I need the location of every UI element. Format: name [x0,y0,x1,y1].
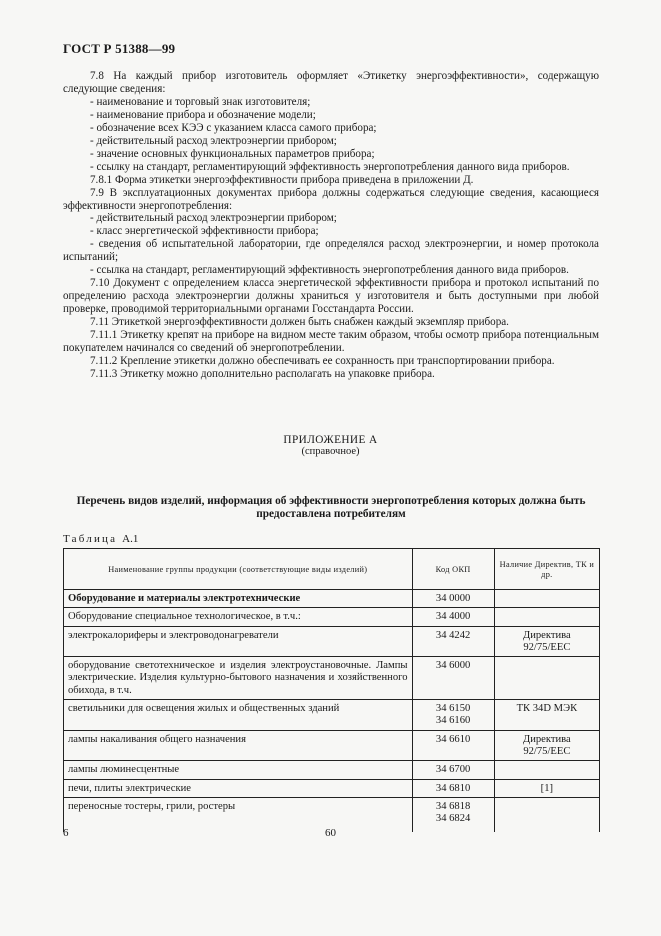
body-paragraph: 7.8 На каждый прибор изготовитель оформляет «Этикетку энергоэффективности», содержащую следующие сведения: [63,70,599,95]
body-paragraph: - значение основных функциональных параметров прибора; [90,147,375,160]
row-okp-code: 34 6818 34 6824 [412,797,494,832]
row-product-name: оборудование светотехническое и изделия электроустановочные. Лампы электрические. Изделия культурно-бытового назначения и хозяйственного обихода, в т.ч. [64,657,413,700]
row-okp-code: 34 4242 [412,626,494,657]
body-paragraph: - ссылку на стандарт, регламентирующий эффективность энергопотребления данного вида приборов. [90,160,570,173]
appendix-subtitle: (справочное) [301,446,360,457]
table-header-row [64,549,600,590]
body-paragraph: 7.8.1 Форма этикетки энергоэффективности прибора приведена в приложении Д. [90,173,474,186]
document-header: ГОСТ Р 51388—99 [63,41,176,56]
appendix-title: ПРИЛОЖЕНИЕ А [283,434,378,446]
body-paragraph: - обозначение всех КЭЭ с указанием класса самого прибора; [90,121,377,134]
row-product-name: Оборудование и материалы электротехнические [64,590,413,608]
row-product-name: светильники для освещения жилых и общественных зданий [64,700,413,731]
body-paragraph: 7.10 Документ с определением класса энергетической эффективности прибора и протокол испытаний по определению расхода электроэнергии должны храниться у изготовителя и быть доступными при любой проверке, проводимой территориальными органами Госстандарта России. [63,277,599,316]
row-okp-code: 34 6150 34 6160 [412,700,494,731]
page-number-center: 60 [325,827,336,839]
row-directive: Директива 92/75/EEC [494,626,599,657]
body-paragraph: 7.9 В эксплуатационных документах прибора должны содержаться следующие сведения, касающиеся эффективности энергопотребления: [63,186,599,212]
table-row [64,608,600,626]
row-product-name: лампы накаливания общего назначения [64,730,413,761]
table-number: А.1 [122,533,139,545]
row-okp-code: 34 6610 [412,730,494,761]
header-directives: Наличие Директив, ТК и др. [494,549,599,590]
body-paragraph: 7.11.3 Этикетку можно дополнительно располагать на упаковке прибора. [90,367,435,380]
page-number-left: 6 [63,827,69,839]
body-text [63,70,599,381]
body-paragraph: - наименование прибора и обозначение модели; [90,108,316,121]
body-paragraph: 7.11.2 Крепление этикетки должно обеспечивать ее сохранность при транспортировании прибора. [90,354,555,367]
body-paragraph: 7.11 Этикеткой энергоэффективности должен быть снабжен каждый экземпляр прибора. [90,316,509,329]
row-directive [494,608,599,626]
row-directive: Директива 92/75/EEC [494,730,599,761]
row-okp-code: 34 4000 [412,608,494,626]
row-okp-code: 34 6810 [412,779,494,797]
row-directive [494,657,599,700]
row-directive [494,761,599,779]
body-paragraph: - действительный расход электроэнергии прибором; [90,212,337,225]
header-product-group: Наименование группы продукции (соответствующие виды изделий) [64,549,413,590]
row-okp-code: 34 6700 [412,761,494,779]
row-directive: [1] [494,779,599,797]
row-okp-code: 34 0000 [412,590,494,608]
row-okp-code: 34 6000 [412,657,494,700]
row-product-name: Оборудование специальное технологическое, в т.ч.: [64,608,413,626]
body-paragraph: - наименование и торговый знак изготовителя; [90,95,311,108]
row-product-name: печи, плиты электрические [64,779,413,797]
header-okp-code: Код ОКП [412,549,494,590]
table-label [63,533,138,545]
table-row [64,761,600,779]
table-row [64,779,600,797]
row-directive: ТК 34D МЭК [494,700,599,731]
list-title: Перечень видов изделий, информация об эффективности энергопотребления которых должна быть предоставлена потребителям [76,495,586,520]
row-product-name: электрокалориферы и электроводонагреватели [64,626,413,657]
body-paragraph: - сведения об испытательной лаборатории, где определялся расход электроэнергии, и номер протокола испытаний; [63,238,599,264]
row-product-name: лампы люминесцентные [64,761,413,779]
table-row [64,626,600,657]
body-paragraph: 7.11.1 Этикетку крепят на приборе на видном месте таким образом, чтобы осмотр прибора потенциальным покупателем начинался со сведений об энергопотреблении. [63,329,599,355]
body-paragraph: - действительный расход электроэнергии прибором; [90,134,337,147]
body-paragraph: - класс энергетической эффективности прибора; [90,225,319,238]
table-row [64,700,600,731]
row-product-name: переносные тостеры, грили, ростеры [64,797,413,832]
table-label-word: Таблица [63,533,118,545]
table-row [64,657,600,700]
table-row [64,590,600,608]
products-table [63,548,600,832]
body-paragraph: - ссылка на стандарт, регламентирующий эффективность энергопотребления данного вида приборов. [90,264,569,277]
table-row [64,730,600,761]
row-directive [494,590,599,608]
